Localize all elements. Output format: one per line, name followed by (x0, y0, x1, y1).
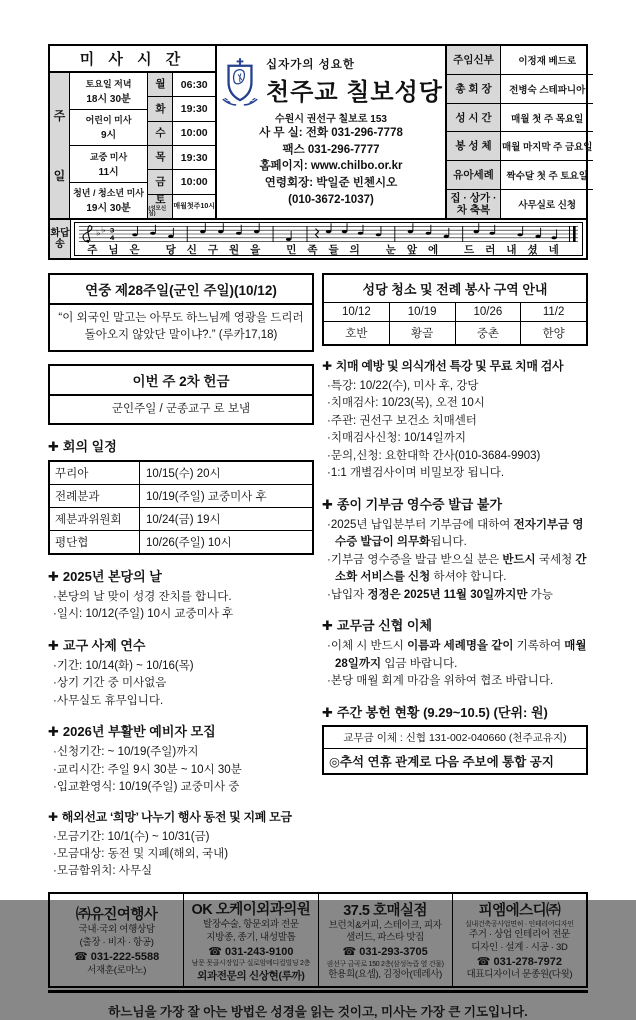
weekly-offering-table (322, 725, 588, 775)
office-phone-line: 사 무 실: 전화 031-296-7778 (259, 127, 403, 139)
music-staff (74, 222, 583, 256)
info-row: 집 · 상가 · 차 축복 사무실로 신청 (447, 190, 594, 218)
info-row: 봉 성 체 매월 마지막 주 금요일 (447, 132, 594, 161)
flat-icon: ♭ (100, 225, 106, 235)
bullet-line: ·1:1 개별검사이며 비밀보장 됩니다. (327, 467, 505, 480)
cleaning-table-title: 성당 청소 및 전례 봉사 구역 안내 (324, 275, 586, 303)
bullet-line: ·치매검사: 10/23(목), 오전 10시 (327, 397, 485, 410)
sunday-title-box (48, 273, 314, 352)
info-row: 성 시 간 매월 첫 주 목요일 (447, 104, 594, 133)
section-heading: ✚ 교구 사제 연수 (48, 637, 146, 653)
homepage-line: 홈페이지: www.chilbo.or.kr (259, 160, 403, 173)
hymn-label: 화답송 (50, 220, 71, 258)
svg-text:3: 3 (109, 227, 115, 235)
advertisement-strip (48, 892, 588, 988)
sunday-title: 연중 제28주일(군인 주일)(10/12) (50, 275, 312, 305)
mass-row: 청년 / 청소년 미사 19시 30분 (73, 188, 144, 215)
info-row: 유아세례 짝수달 첫 주 토요일 (447, 161, 594, 190)
bullet-line: ·사무실도 휴무입니다. (53, 694, 164, 707)
second-collection-title: 이번 주 2차 헌금 (50, 366, 312, 396)
music-notation-icon (77, 224, 580, 244)
footer-motto: 하느님을 가장 잘 아는 방법은 성경을 읽는 것이고, 미사는 가장 큰 기도입니다. (108, 1004, 528, 1019)
mass-row: 토요일 저녁 18시 30분 (70, 73, 148, 110)
bullet-line: ·일시: 10/12(주일) 10시 교중미사 후 (53, 608, 234, 621)
sunday-mass-column (70, 73, 149, 218)
parish-info-table (447, 46, 594, 218)
info-row: 주임신부 이정재 베드로 (447, 46, 594, 75)
bullet-line: ·입교환영식: 10/19(주일) 교중미사 중 (53, 781, 240, 794)
church-address: 수원시 권선구 칠보로 153 (275, 114, 387, 125)
header-row (50, 46, 593, 218)
cleaning-areas-row: 호반 황골 중촌 한양 (324, 321, 586, 344)
cross-bullet-icon: ✚ (322, 359, 332, 373)
hymn-lyrics: 주님은 당신구원을 민족들의 눈앞에 드러내셨네 (87, 244, 570, 256)
ad-restaurant: 37.5 호매실점 브런치&커피, 스테이크, 피자 샐러드, 파스타 맛집 ☎ 031-293-3705 권선구 금곡로 150 2층(삼성녹즙 옆 건물) 한용희(요셉), 김정아(데레사) (319, 894, 453, 986)
second-collection-box (48, 364, 314, 425)
weekday-row: 목 19:30 (148, 146, 215, 170)
phone-icon: ☎ (342, 946, 357, 959)
phone-icon: ☎ (73, 950, 88, 963)
office-fax-line: 팩스 031-296-7777 (282, 143, 380, 156)
bullet-line: ·기간: 10/14(화) ~ 10/16(목) (53, 659, 194, 672)
meeting-schedule-table (48, 460, 314, 555)
ad-surgery-clinic: OK 오케이외과의원 탈장수술, 항문외과 전문 지방종, 종기, 내성발톱 ☎ 031-243-9100 남문 못골시장입구 실로암메디컬빌딩 2층 외과전문의 신상현(루까) (184, 894, 318, 986)
bullet-line: ·모금기간: 10/1(수) ~ 10/31(금) (53, 830, 210, 843)
cleaning-duty-table (322, 273, 588, 346)
svg-text:4: 4 (109, 234, 115, 242)
bullet-line: ·모금대상: 동전 및 지폐(해외, 국내) (53, 847, 229, 860)
info-row: 총 회 장 전병숙 스테파니아 (447, 75, 594, 104)
meeting-row: 평단협 10/26(주일) 10시 (50, 531, 312, 553)
mass-schedule-title: 미 사 시 간 (50, 46, 215, 73)
section-heading: ✚ 2025년 본당의 날 (48, 568, 162, 584)
bullet-line: ·주관: 권선구 보건소 치매센터 (327, 414, 477, 427)
bullet-line: ·2025년 납입분부터 기부금에 대하여 전자기부금 영수증 발급이 의무화됩니다. (327, 518, 584, 549)
section-heading: ✚ 해외선교 ‘희망’ 나누기 행사 동전 및 지폐 모금 (48, 809, 292, 824)
church-title: 천주교 칠보성당 (266, 79, 443, 106)
cross-bullet-icon: ✚ (322, 496, 333, 512)
holiday-notice-line: ◎추석 연휴 관계로 다음 주보에 통합 공지 (329, 754, 554, 769)
phone-icon: ☎ (476, 955, 491, 968)
cross-bullet-icon: ✚ (48, 637, 59, 653)
cross-bullet-icon: ✚ (322, 704, 333, 720)
weekday-row: 토 (성모신심) 매월첫주10시 (148, 194, 215, 218)
bullet-line: ·본당 매월 회계 마감을 위하여 협조 바랍니다. (327, 675, 554, 688)
cross-bullet-icon: ✚ (48, 438, 59, 454)
bullet-line: ·신청기간: ~ 10/19(주일)까지 (53, 746, 199, 759)
bullet-line: ·기부금 영수증을 발급 받으실 분은 반드시 국세청 간소화 서비스를 신청 하셔야 합니다. (327, 553, 587, 584)
meeting-row: 전례분과 10/19(주일) 교중미사 후 (50, 485, 312, 508)
flat-icon: ♭ (95, 228, 101, 238)
bullet-line: ·이체 시 반드시 이름과 세례명을 같이 기록하여 매월 28일까지 입금 바랍니다. (327, 640, 587, 670)
section-heading: ✚ 교무금 신협 이체 (322, 618, 433, 634)
section-heading: ✚ 치매 예방 및 의식개선 특강 및 무료 치매 검사 (322, 359, 564, 373)
weekday-row: 금 10:00 (148, 170, 215, 194)
chairman-line: 연령회장: 박일준 빈첸시오 (264, 177, 398, 190)
bullet-line: ·상기 기간 중 미사없음 (53, 677, 167, 690)
body-columns (48, 273, 588, 881)
chairman-phone-line: (010-3672-1037) (288, 193, 374, 206)
cross-bullet-icon: ✚ (322, 618, 333, 634)
left-column (48, 273, 314, 881)
church-subtitle: 십자가의 성요한 (266, 59, 355, 71)
church-identity (217, 46, 447, 218)
second-collection-body: 군인주일 / 군종교구 로 보냄 (111, 402, 251, 415)
weekday-row: 화 19:30 (148, 97, 215, 121)
bullet-line: ·납입자 정정은 2025년 11월 30일까지만 가능 (327, 588, 553, 601)
mass-row: 어린이 미사 9시 (70, 110, 148, 147)
sunday-group-label: 주일 (50, 73, 70, 218)
section-heading-meetings: ✚ 회의 일정 (48, 438, 117, 454)
bullet-line: ·모금함위치: 사무실 (53, 865, 153, 878)
header-table (48, 44, 593, 260)
cross-bullet-icon: ✚ (48, 809, 58, 824)
bullet-line: ·특강: 10/22(수), 미사 후, 강당 (327, 380, 479, 392)
meeting-row: 제분과위원회 10/24(금) 19시 (50, 508, 312, 531)
mass-schedule-table (50, 46, 217, 218)
ad-interior-design: 피엠에스디㈜ 실내건축공사업면허 · 인테리어디자인 주거 · 상업 인테리어 전문 디자인 · 설계 · 시공 · 3D ☎ 031-278-7972 대표디자이너 문종원(다윗) (465, 902, 574, 981)
bullet-line: ·문의,신청: 요한대학 간사(010-3684-9903) (327, 449, 541, 462)
bullet-line: ·본당의 날 맞이 성경 잔치를 합니다. (53, 590, 232, 603)
cross-bullet-icon: ✚ (48, 724, 59, 740)
bullet-line: ·치매검사신청: 10/14일까지 (327, 432, 466, 445)
section-heading-weekly-offering: ✚ 주간 봉헌 현황 (9.29~10.5) (단위: 원) (322, 704, 548, 720)
weekday-mass-column (148, 73, 215, 218)
bullet-line: ·교리시간: 주일 9시 30분 ~ 10시 30분 (53, 763, 242, 776)
church-emblem-icon (219, 57, 261, 107)
weekday-row: 수 10:00 (148, 122, 215, 146)
ad-travel-agency: ㈜유진여행사 국내·국외 여행상담 (출장 · 비자 · 항공) ☎ 031-222-5588 서재훈(로마노) (50, 894, 184, 986)
weekday-row: 월 06:30 (148, 73, 215, 97)
footer-divider (48, 990, 588, 993)
section-heading: ✚ 2026년 부활반 예비자 모집 (48, 724, 216, 740)
gospel-quote: “이 외국인 말고는 아무도 하느님께 영광을 드리러 돌아오지 않았단 말이냐?.” (루카17,18) (58, 312, 304, 342)
phone-icon: ☎ (208, 945, 222, 958)
responsorial-psalm-row (50, 218, 586, 258)
meeting-row: 꾸리아 10/15(수) 20시 (50, 462, 312, 485)
cleaning-dates-row: 10/12 10/19 10/26 11/2 (324, 303, 586, 321)
transfer-account-line: 교무금 이체 : 신협 131-002-040660 (천주교유지) (324, 727, 586, 749)
cross-bullet-icon: ✚ (48, 568, 59, 584)
right-column (322, 273, 588, 775)
mass-row: 교중 미사 11시 (70, 146, 148, 183)
section-heading: ✚ 종이 기부금 영수증 발급 불가 (322, 496, 503, 512)
